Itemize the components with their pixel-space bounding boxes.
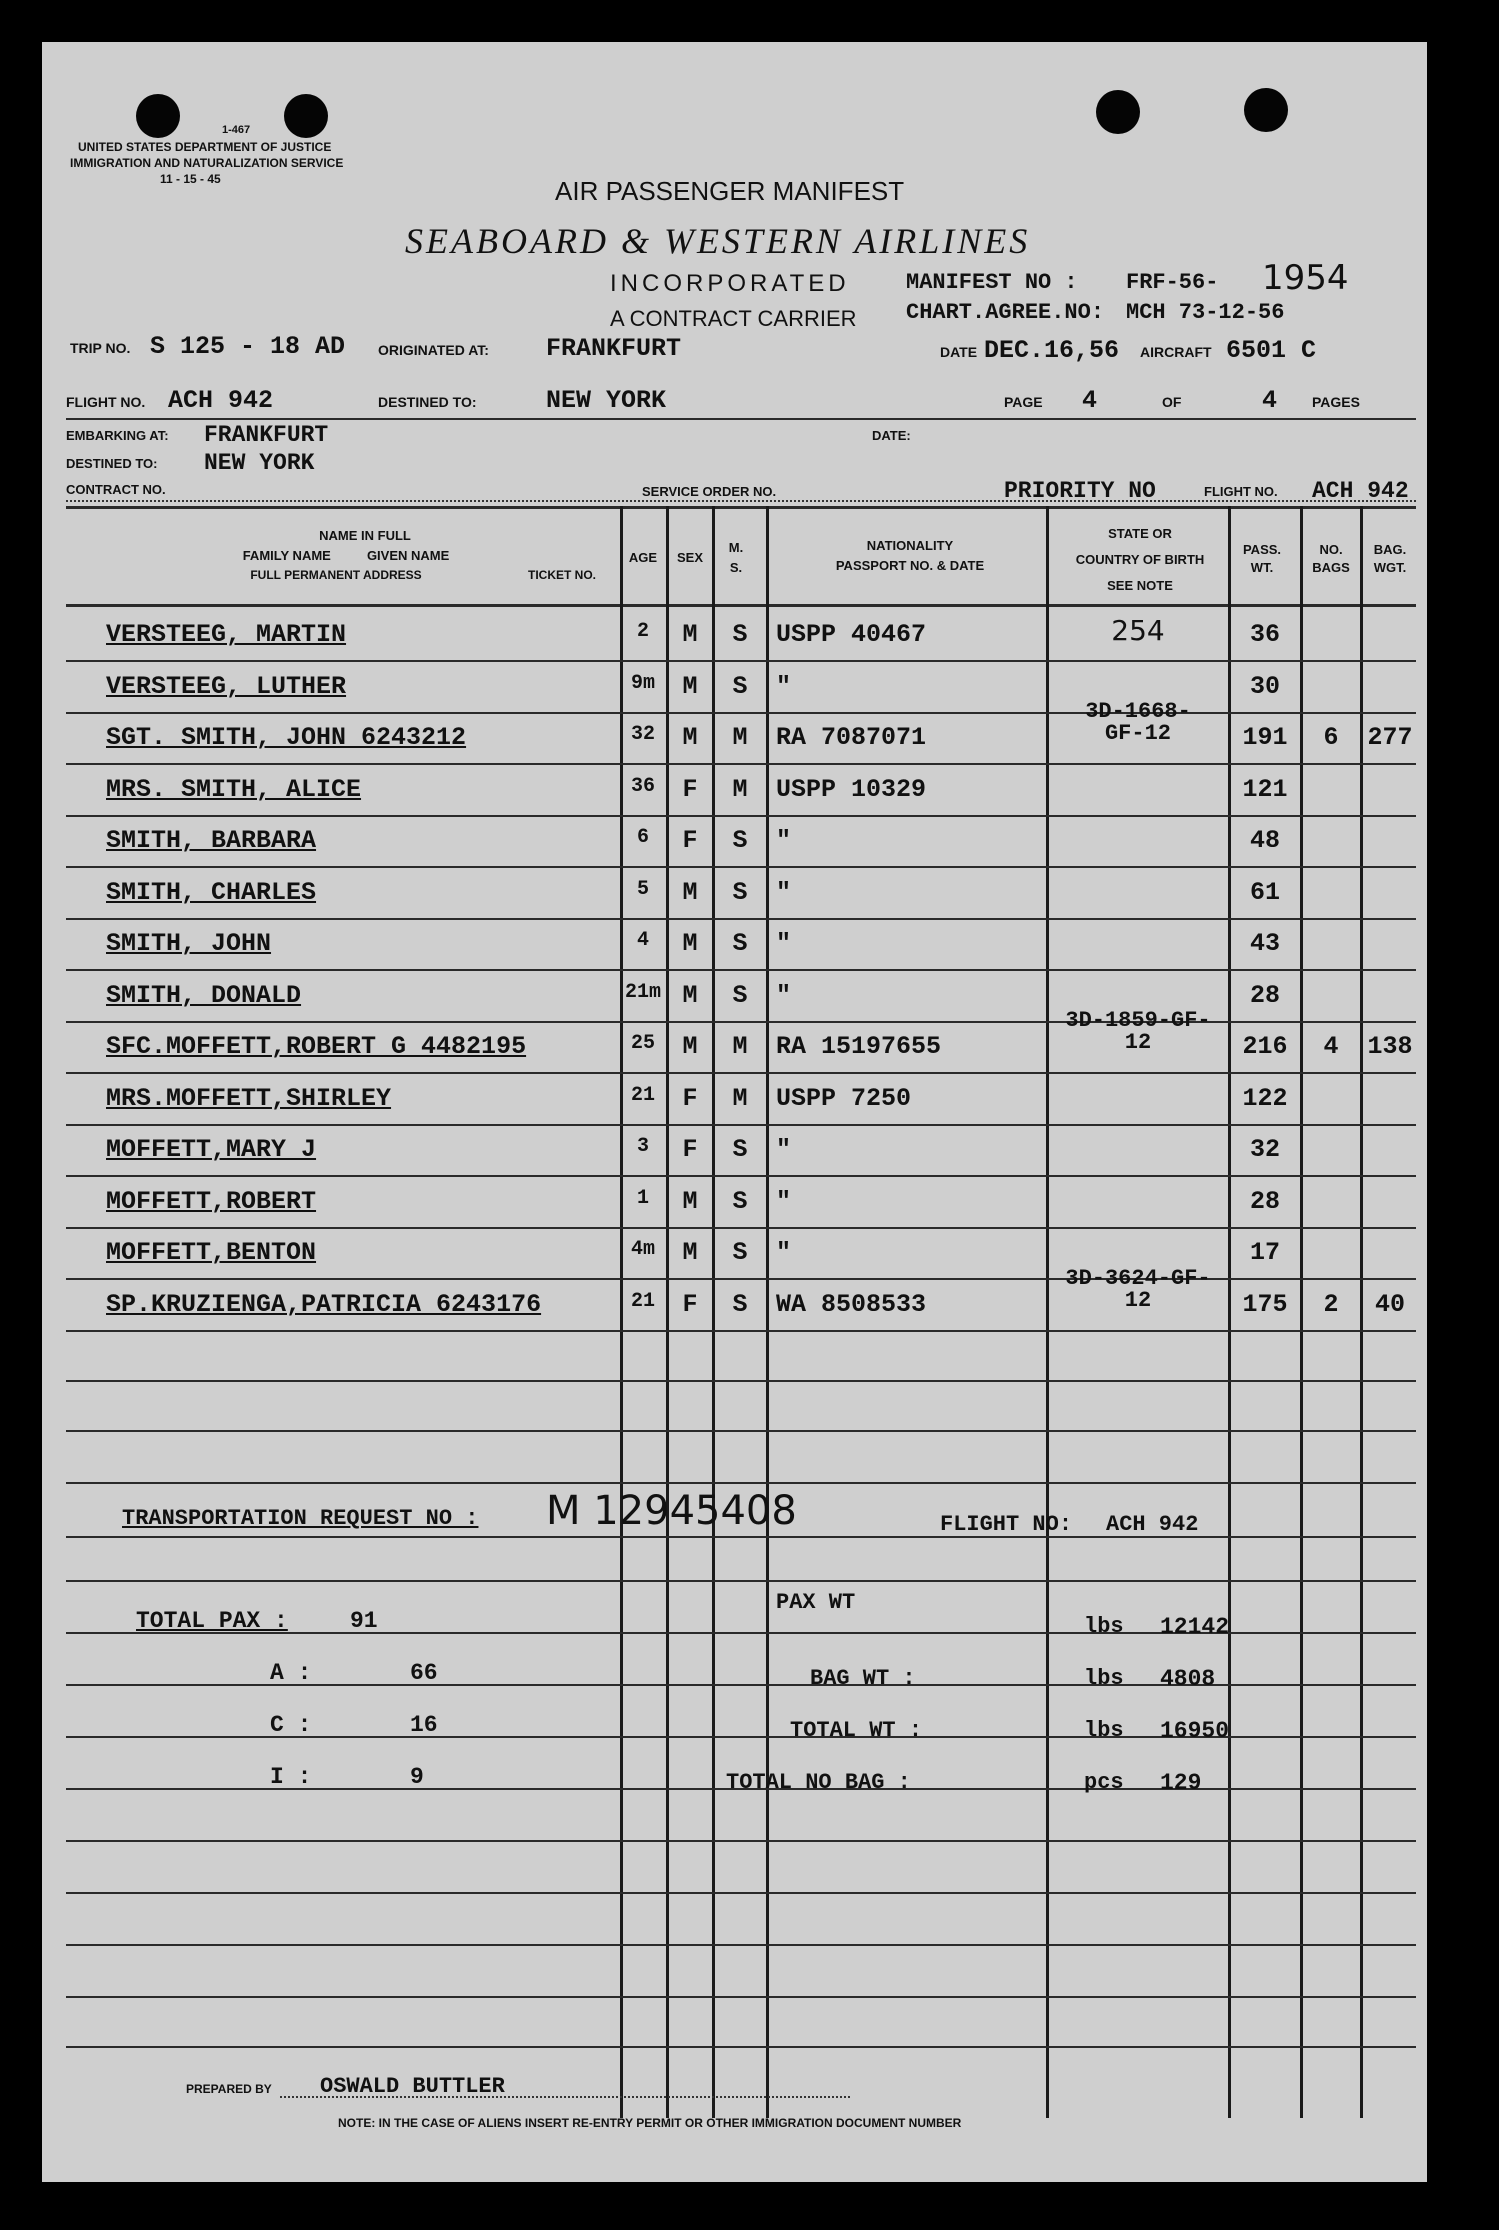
blank-row-rule <box>66 2046 1416 2048</box>
col-age-header: AGE <box>628 550 658 565</box>
cell-ms: S <box>732 929 748 958</box>
service: IMMIGRATION AND NATURALIZATION SERVICE <box>70 156 344 170</box>
cell-sex: M <box>682 1186 698 1216</box>
col-name-header-1: NAME IN FULL <box>319 528 411 543</box>
cell-wt: 48 <box>1249 826 1280 855</box>
flight2-value: ACH 942 <box>1312 478 1409 504</box>
col-name-header-2: FAMILY NAME GIVEN NAME <box>242 548 450 563</box>
row-rule <box>66 1175 1416 1177</box>
cell-ms: M <box>732 1083 748 1113</box>
cell-wt: 122 <box>1242 1083 1288 1113</box>
carrier-type: A CONTRACT CARRIER <box>610 306 857 331</box>
cell-name: VERSTEEG, MARTIN <box>106 620 347 649</box>
cell-passport: RA 15197655 <box>776 1032 942 1061</box>
blank-row-rule <box>66 1840 1416 1842</box>
cell-name: SMITH, JOHN <box>106 929 272 958</box>
blank-row-rule <box>66 1892 1416 1894</box>
of-label: OF <box>1162 394 1182 410</box>
destination-value: NEW YORK <box>204 450 315 476</box>
cell-name: MRS. SMITH, ALICE <box>106 774 362 804</box>
cell-passport: " <box>776 1238 792 1267</box>
col-name-header-3: FULL PERMANENT ADDRESS <box>250 568 422 582</box>
cell-passport: WA 8508533 <box>776 1289 927 1319</box>
cell-sex: F <box>682 1083 698 1113</box>
col-state-header-1: STATE OR <box>1108 526 1172 541</box>
cell-wt: 17 <box>1249 1238 1280 1267</box>
form-number: 1-467 <box>222 124 251 136</box>
cell-age: 21m <box>624 980 661 1004</box>
incorporated: INCORPORATED <box>610 270 850 297</box>
infants-label: I : <box>270 1764 312 1790</box>
cell-name: VERSTEEG, LUTHER <box>106 671 347 701</box>
cell-age: 6 <box>636 826 649 849</box>
cell-sex: M <box>682 723 698 752</box>
children-label: C : <box>270 1712 312 1738</box>
page-label: PAGE <box>1004 394 1043 410</box>
cell-sex: M <box>682 877 698 907</box>
blank-row-rule <box>66 1380 1416 1382</box>
cell-sex: M <box>682 671 698 701</box>
aircraft-value: 6501 C <box>1226 336 1317 365</box>
cell-state: 3D-1859-GF- 12 <box>1065 1008 1211 1055</box>
department: UNITED STATES DEPARTMENT OF JUSTICE <box>78 140 332 154</box>
destined-value: NEW YORK <box>546 386 667 415</box>
cell-ms: M <box>732 723 748 752</box>
row-rule <box>66 763 1416 765</box>
blank-row-rule <box>66 1996 1416 1998</box>
punch-hole <box>136 94 180 138</box>
row-rule <box>66 969 1416 971</box>
cell-name: SGT. SMITH, JOHN 6243212 <box>106 723 467 752</box>
cell-sex: F <box>682 1135 698 1164</box>
flight-label: FLIGHT NO. <box>66 394 146 410</box>
col-bags-header-1: NO. <box>1319 542 1343 557</box>
cell-passport: " <box>776 826 792 855</box>
cell-passport: " <box>776 929 792 958</box>
pax-wt-value: 12142 <box>1160 1614 1230 1640</box>
blank-row-rule <box>66 1536 1416 1538</box>
cell-name: SMITH, CHARLES <box>106 877 317 907</box>
punch-hole <box>1096 90 1140 134</box>
cell-age: 9m <box>630 671 655 695</box>
form-date: 11 - 15 - 45 <box>160 172 221 186</box>
children-value: 16 <box>410 1712 438 1738</box>
row-rule <box>66 866 1416 868</box>
cell-state: 254 <box>1111 614 1165 647</box>
prepared-label: PREPARED BY <box>186 2082 272 2096</box>
cell-passport: " <box>776 1135 792 1164</box>
total-wt-label: TOTAL WT : <box>790 1718 923 1743</box>
row-rule <box>66 660 1416 662</box>
total-wt-value: 16950 <box>1160 1718 1230 1744</box>
col-ms-header-1: M. <box>728 540 744 555</box>
chart-label: CHART.AGREE.NO: <box>906 300 1105 325</box>
flight-number: ACH 942 <box>168 386 274 415</box>
cell-sex: M <box>682 929 698 958</box>
cell-bagwt: 138 <box>1367 1032 1413 1061</box>
cell-sex: M <box>682 620 698 649</box>
cell-age: 4m <box>630 1238 655 1261</box>
row-rule <box>66 815 1416 817</box>
destined-label: DESTINED TO: <box>378 394 477 410</box>
col-nationality-header-1: NATIONALITY <box>866 538 954 553</box>
cell-wt: 216 <box>1242 1032 1288 1061</box>
col-bagwt-header-2: WGT. <box>1373 560 1407 575</box>
cell-ms: M <box>732 774 748 804</box>
cell-name: MRS.MOFFETT,SHIRLEY <box>106 1083 392 1113</box>
col-sex-header: SEX <box>676 550 703 565</box>
cell-ms: S <box>732 1238 748 1267</box>
originated-value: FRANKFURT <box>546 334 682 363</box>
blank-row-rule <box>66 1482 1416 1484</box>
cell-sex: M <box>682 1238 698 1267</box>
cell-passport: USPP 10329 <box>776 774 927 804</box>
cell-age: 36 <box>630 774 655 798</box>
cell-passport: " <box>776 671 792 701</box>
lbs-unit: lbs <box>1084 1666 1124 1691</box>
cell-wt: 32 <box>1249 1135 1280 1164</box>
bag-wt-value: 4808 <box>1160 1666 1216 1692</box>
cell-passport: " <box>776 877 792 907</box>
cell-ms: S <box>732 826 748 855</box>
trip-label: TRIP NO. <box>70 340 131 356</box>
cell-ms: S <box>732 671 748 701</box>
cell-wt: 28 <box>1249 1186 1280 1216</box>
cell-name: SP.KRUZIENGA,PATRICIA 6243176 <box>106 1289 542 1319</box>
embarking-value: FRANKFURT <box>204 422 329 448</box>
dotted-divider <box>66 500 1416 502</box>
row-rule <box>66 1072 1416 1074</box>
col-bagwt-header-1: BAG. <box>1373 542 1407 557</box>
footer-note: NOTE: IN THE CASE OF ALIENS INSERT RE-ENTRY PERMIT OR OTHER IMMIGRATION DOCUMENT NUMBER <box>338 2116 962 2130</box>
adults-label: A : <box>270 1660 312 1686</box>
pages-label: PAGES <box>1312 394 1360 410</box>
col-state-header-2: COUNTRY OF BIRTH <box>1075 552 1205 567</box>
aircraft-label: AIRCRAFT <box>1140 344 1212 360</box>
col-ms-header-2: S. <box>729 560 743 575</box>
manifest-label: MANIFEST NO : <box>906 270 1078 295</box>
cell-passport: RA 7087071 <box>776 723 927 752</box>
priority-label: PRIORITY NO <box>1004 478 1156 504</box>
cell-sex: F <box>682 1289 698 1319</box>
transport-flight-label: FLIGHT NO: <box>940 1512 1073 1537</box>
cell-wt: 36 <box>1249 620 1280 649</box>
page-value: 4 <box>1082 386 1098 415</box>
flight2-label: FLIGHT NO. <box>1204 484 1278 499</box>
manifest-number: FRF-56- <box>1126 270 1219 295</box>
contract-label: CONTRACT NO. <box>66 482 166 497</box>
col-bags-header-2: BAGS <box>1312 560 1350 575</box>
cell-sex: F <box>682 826 698 855</box>
cell-wt: 175 <box>1242 1289 1288 1319</box>
cell-passport: " <box>776 1186 792 1216</box>
cell-ms: S <box>732 1135 748 1164</box>
trip-number: S 125 - 18 AD <box>150 332 346 361</box>
cell-age: 3 <box>636 1135 649 1158</box>
cell-state: 3D-1668- GF-12 <box>1085 699 1191 746</box>
chart-number: MCH 73-12-56 <box>1126 300 1285 325</box>
cell-passport: " <box>776 980 792 1010</box>
cell-ms: S <box>732 1289 748 1319</box>
row-rule <box>66 918 1416 920</box>
divider <box>66 418 1416 420</box>
infants-value: 9 <box>410 1764 424 1790</box>
cell-age: 5 <box>636 877 649 901</box>
cell-wt: 61 <box>1249 877 1280 907</box>
embarking-label: EMBARKING AT: <box>66 428 169 443</box>
cell-passport: USPP 7250 <box>776 1083 912 1113</box>
originated-label: ORIGINATED AT: <box>378 342 489 358</box>
col-rule <box>1046 506 1049 2118</box>
total-pax-label: TOTAL PAX : <box>136 1608 288 1634</box>
cell-name: SMITH, DONALD <box>106 980 302 1010</box>
cell-age: 25 <box>630 1032 655 1055</box>
table-top-border <box>66 506 1416 509</box>
transport-flight-number: ACH 942 <box>1106 1512 1199 1537</box>
col-nationality-header-2: PASSPORT NO. & DATE <box>835 558 985 573</box>
cell-sex: F <box>682 774 698 804</box>
prepared-by: OSWALD BUTTLER <box>320 2074 505 2099</box>
cell-ms: S <box>732 1186 748 1216</box>
cell-name: MOFFETT,ROBERT <box>106 1186 317 1216</box>
col-rule <box>766 506 769 2118</box>
cell-bags: 2 <box>1323 1289 1339 1319</box>
transport-request-label: TRANSPORTATION REQUEST NO : <box>122 1506 479 1531</box>
cell-wt: 121 <box>1242 774 1288 804</box>
total-pax-value: 91 <box>350 1608 378 1634</box>
cell-name: SMITH, BARBARA <box>106 826 317 855</box>
manifest-number-handwritten: 1954 <box>1262 258 1349 298</box>
form-title: AIR PASSENGER MANIFEST <box>555 176 905 206</box>
cell-age: 2 <box>636 620 649 643</box>
cell-sex: M <box>682 980 698 1010</box>
punch-hole <box>284 94 328 138</box>
cell-wt: 28 <box>1249 980 1280 1010</box>
date-value: DEC.16,56 <box>984 336 1120 365</box>
blank-row-rule <box>66 1944 1416 1946</box>
pax-wt-label: PAX WT <box>776 1590 856 1615</box>
date2-label: DATE: <box>872 428 911 443</box>
cell-age: 1 <box>636 1186 649 1210</box>
cell-age: 21 <box>630 1289 655 1313</box>
cell-bagwt: 40 <box>1374 1289 1405 1319</box>
col-pass-header-1: PASS. <box>1242 542 1282 557</box>
cell-state: 3D-3624-GF- 12 <box>1065 1265 1211 1313</box>
cell-name: MOFFETT,MARY J <box>106 1135 317 1164</box>
lbs-unit: lbs <box>1084 1614 1124 1639</box>
cell-age: 32 <box>630 723 655 746</box>
row-rule <box>66 1330 1416 1332</box>
col-ticket-header: TICKET NO. <box>528 568 596 582</box>
adults-value: 66 <box>410 1660 438 1686</box>
lbs-unit: lbs <box>1084 1718 1124 1743</box>
cell-ms: M <box>732 1032 748 1061</box>
cell-name: SFC.MOFFETT,ROBERT G 4482195 <box>106 1032 527 1061</box>
service-order-label: SERVICE ORDER NO. <box>642 484 777 499</box>
punch-hole <box>1244 88 1288 132</box>
blank-row-rule <box>66 1430 1416 1432</box>
destination-label: DESTINED TO: <box>66 456 158 471</box>
row-rule <box>66 1227 1416 1229</box>
col-pass-header-2: WT. <box>1250 560 1274 575</box>
header-bottom-border <box>66 604 1416 607</box>
cell-sex: M <box>682 1032 698 1061</box>
airline-name: SEABOARD & WESTERN AIRLINES <box>405 221 1031 261</box>
row-rule <box>66 1124 1416 1126</box>
cell-ms: S <box>732 980 748 1010</box>
cell-wt: 30 <box>1249 671 1280 701</box>
cell-wt: 43 <box>1249 929 1280 958</box>
total-bag-label: TOTAL NO BAG : <box>726 1770 911 1795</box>
pcs-unit: pcs <box>1084 1770 1124 1795</box>
pages-value: 4 <box>1262 386 1278 415</box>
date-label: DATE <box>940 344 978 360</box>
blank-row-rule <box>66 1580 1416 1582</box>
cell-wt: 191 <box>1242 723 1288 752</box>
total-bag-value: 129 <box>1160 1770 1202 1796</box>
cell-name: MOFFETT,BENTON <box>106 1238 317 1267</box>
cell-age: 4 <box>636 929 649 952</box>
cell-bags: 6 <box>1323 723 1339 752</box>
cell-ms: S <box>732 620 748 649</box>
cell-age: 21 <box>630 1083 655 1107</box>
bag-wt-label: BAG WT : <box>810 1666 916 1691</box>
cell-ms: S <box>732 877 748 907</box>
col-state-header-3: SEE NOTE <box>1107 578 1173 593</box>
cell-passport: USPP 40467 <box>776 620 927 649</box>
cell-bagwt: 277 <box>1367 723 1413 752</box>
cell-bags: 4 <box>1323 1032 1339 1061</box>
transport-request-number: M 12945408 <box>546 1488 797 1534</box>
